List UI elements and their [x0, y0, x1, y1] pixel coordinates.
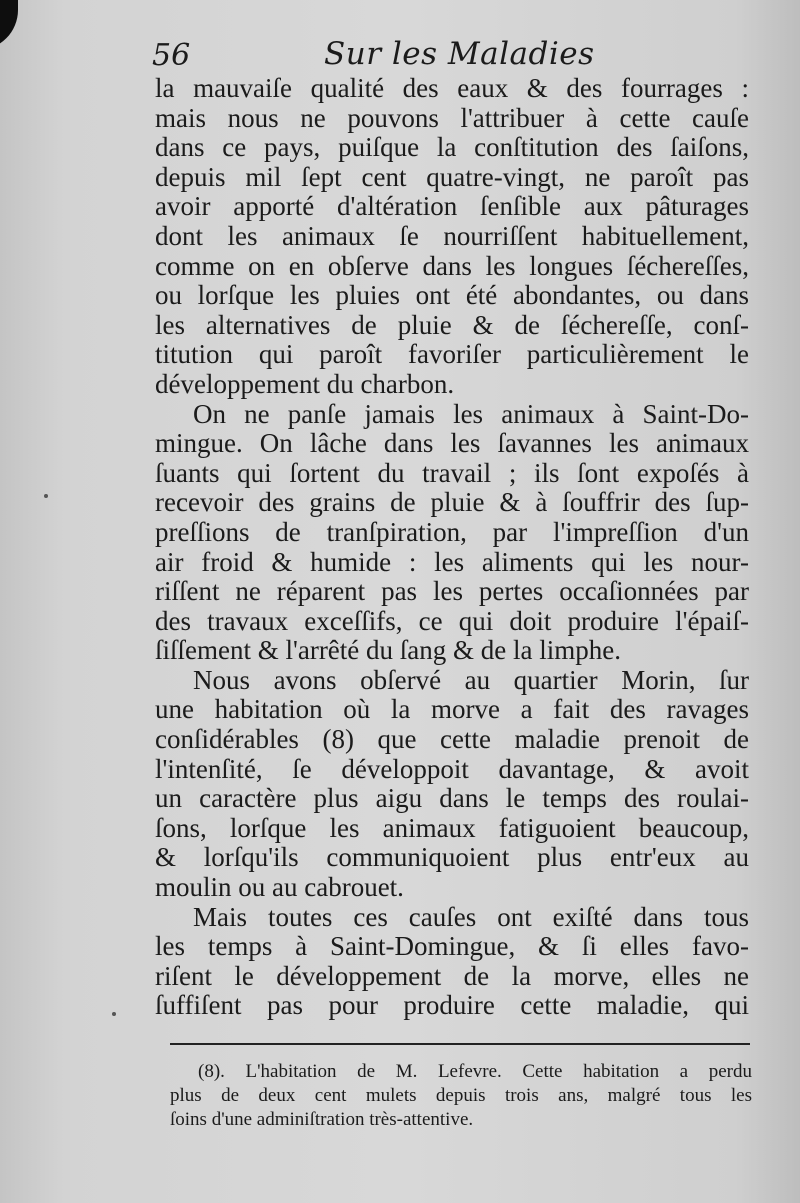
- text-line: & lorſqu'ils communiquoient plus entr'eux au: [155, 842, 749, 873]
- text-line: riſent le développement de la morve, elles ne: [155, 960, 749, 991]
- text-line: avoir apporté d'altération ſenſible aux pâturages: [155, 191, 749, 222]
- paper-speck: [44, 494, 48, 498]
- page-number: 56: [152, 38, 191, 73]
- footnote-line: (8). L'habitation de M. Lefevre. Cette habitation a perdu: [198, 1061, 752, 1082]
- text-line: ſuants qui ſortent du travail ; ils ſont expoſés à: [155, 457, 749, 488]
- text-line: développement du charbon.: [155, 368, 455, 399]
- text-line: ſons, lorſque les animaux fatiguoient beaucoup,: [155, 812, 749, 843]
- footnote-line: ſoins d'une adminiſtration très-attentive.: [170, 1109, 474, 1130]
- text-line: ſiſſement & l'arrêté du ſang & de la limphe.: [155, 635, 621, 666]
- text-line: ou lorſque les pluies ont été abondantes, ou dans: [155, 280, 749, 311]
- footnote-rule: [170, 1043, 750, 1045]
- text-line: dans ce pays, puiſque la conſtitution des ſaiſons,: [155, 132, 749, 163]
- body-text: [155, 74, 749, 1021]
- running-title: Sur les Maladies: [324, 36, 595, 72]
- text-line: preſſions de tranſpiration, par l'impreſſion d'un: [155, 516, 749, 547]
- text-line: ſuffiſent pas pour produire cette maladie, qui: [155, 990, 749, 1021]
- text-line: recevoir des grains de pluie & à ſouffrir des ſup-: [155, 487, 749, 518]
- footnote-line: plus de deux cent mulets depuis trois ans, malgré tous les: [170, 1085, 752, 1106]
- page-corner-shadow: [0, 0, 18, 50]
- text-line: conſidérables (8) que cette maladie prenoit de: [155, 724, 749, 755]
- text-line: air froid & humide : les aliments qui les nour-: [155, 546, 749, 577]
- page-header: [152, 38, 752, 78]
- paragraph-start-line: Mais toutes ces cauſes ont exiſté dans tous: [193, 901, 749, 932]
- text-line: depuis mil ſept cent quatre-vingt, ne paroît pas: [155, 161, 749, 192]
- paper-speck: [112, 1012, 116, 1016]
- text-line: une habitation où la morve a fait des ravages: [155, 694, 749, 725]
- text-line: comme on en obſerve dans les longues ſécherеſſes,: [155, 250, 749, 281]
- paragraph-start-line: On ne panſe jamais les animaux à Saint-Do-: [193, 398, 749, 429]
- text-line: les temps à Saint-Domingue, & ſi elles favo-: [155, 931, 749, 962]
- text-line: les alternatives de pluie & de ſécherеſſe, conſ-: [155, 309, 749, 340]
- text-line: riſſent ne réparent pas les pertes occaſionnées par: [155, 576, 749, 607]
- text-line: l'intenſité, ſe développoit davantage, & avoit: [155, 753, 749, 784]
- text-line: un caractère plus aigu dans le temps des roulai-: [155, 783, 749, 814]
- text-line: mingue. On lâche dans les ſavannes les animaux: [155, 428, 749, 459]
- text-line: dont les animaux ſe nourriſſent habituellement,: [155, 220, 749, 251]
- text-line: la mauvaiſe qualité des eaux & des fourrages :: [155, 73, 749, 103]
- text-line: moulin ou au cabrouet.: [155, 872, 404, 903]
- paragraph-start-line: Nous avons obſervé au quartier Morin, ſur: [193, 664, 749, 695]
- footnote: [170, 1060, 752, 1132]
- text-line: mais nous ne pouvons l'attribuer à cette cauſe: [155, 102, 749, 133]
- text-line: titution qui paroît favoriſer particulièrement le: [155, 339, 749, 370]
- text-line: des travaux exceſſifs, ce qui doit produire l'épaiſ-: [155, 605, 749, 636]
